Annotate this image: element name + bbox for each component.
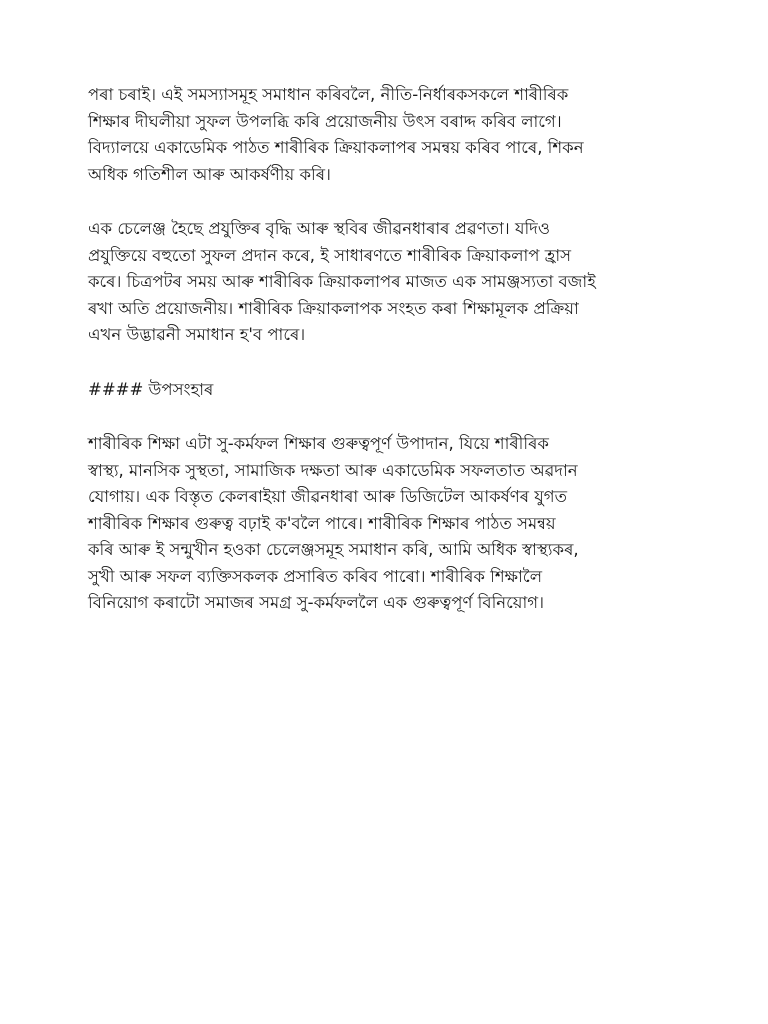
text-line: অধিক গতিশীল আৰু আকৰ্ষণীয় কৰি। xyxy=(88,164,331,184)
text-line: সুখী আৰু সফল ব্যক্তিসকলক প্ৰসাৰিত কৰিব পাৰো। শাৰীৰিক শিক্ষালৈ xyxy=(88,566,543,586)
text-line: শাৰীৰিক শিক্ষা এটা সু-কৰ্মফল শিক্ষাৰ গুৰুত্বপূৰ্ণ উপাদান, যিয়ে শাৰীৰিক xyxy=(88,434,549,453)
text-line: বিনিয়োগ কৰাটো সমাজৰ সমগ্ৰ সু-কৰ্মফললৈ এক গুৰুত্বপূৰ্ণ বিনিয়োগ। xyxy=(88,593,545,612)
text-line: কৰি আৰু ই সন্মুখীন হওকা চেলেঞ্জসমূহ সমাধান কৰি, আমি অধিক স্বাস্থ্যকৰ, xyxy=(88,540,579,559)
text-line: এখন উদ্ভাৱনী সমাধান হ'ব পাৰে। xyxy=(88,325,306,344)
text-line: যোগায়। এক বিস্তৃত কেলৰাইয়া জীৱনধাৰা আৰু ডিজিটেল আকৰ্ষণৰ যুগত xyxy=(88,487,567,506)
text-line: পৰা চৰাই। এই সমস্যাসমূহ সমাধান কৰিবলৈ, নীতি-নিৰ্ধাৰকসকলে শাৰীৰিক xyxy=(88,85,569,104)
paragraph-challenge xyxy=(88,216,678,349)
text-line: শাৰীৰিক শিক্ষাৰ গুৰুত্ব বঢ়াই ক'বলৈ পাৰে। শাৰীৰিক শিক্ষাৰ পাঠত সমন্বয় xyxy=(88,513,556,533)
text-line: প্ৰযুক্তিয়ে বহুতো সুফল প্ৰদান কৰে, ই সাধাৰণতে শাৰীৰিক ক্ৰিয়াকলাপ হ্ৰাস xyxy=(88,245,572,265)
paragraph-continuation xyxy=(88,82,678,188)
text-line: ৰখা অতি প্ৰয়োজনীয়। শাৰীৰিক ক্ৰিয়াকলাপক সংহত কৰা শিক্ষামূলক প্ৰক্ৰিয়া xyxy=(88,298,579,318)
text-line: বিদ্যালয়ে একাডেমিক পাঠত শাৰীৰিক ক্ৰিয়াকলাপৰ সমন্বয় কৰিব পাৰে, শিকন xyxy=(88,138,584,157)
text-line: স্বাস্থ্য, মানসিক সুস্থতা, সামাজিক দক্ষতা আৰু একাডেমিক সফলতাত অৱদান xyxy=(88,460,578,480)
text-line: কৰে। চিত্ৰপটৰ সময় আৰু শাৰীৰিক ক্ৰিয়াকলাপৰ মাজত এক সামঞ্জস্যতা বজাই xyxy=(88,272,596,291)
section-heading: #### উপসংহাৰ xyxy=(88,379,214,399)
document-page xyxy=(88,82,678,617)
text-line: এক চেলেঞ্জ হৈছে প্ৰযুক্তিৰ বৃদ্ধি আৰু স্থবিৰ জীৱনধাৰাৰ প্ৰৱণতা। যদিও xyxy=(88,219,550,238)
paragraph-conclusion xyxy=(88,431,678,617)
text-line: শিক্ষাৰ দীঘলীয়া সুফল উপলব্ধি কৰি প্ৰয়োজনীয় উৎস বৰাদ্দ কৰিব লাগে। xyxy=(88,111,562,131)
